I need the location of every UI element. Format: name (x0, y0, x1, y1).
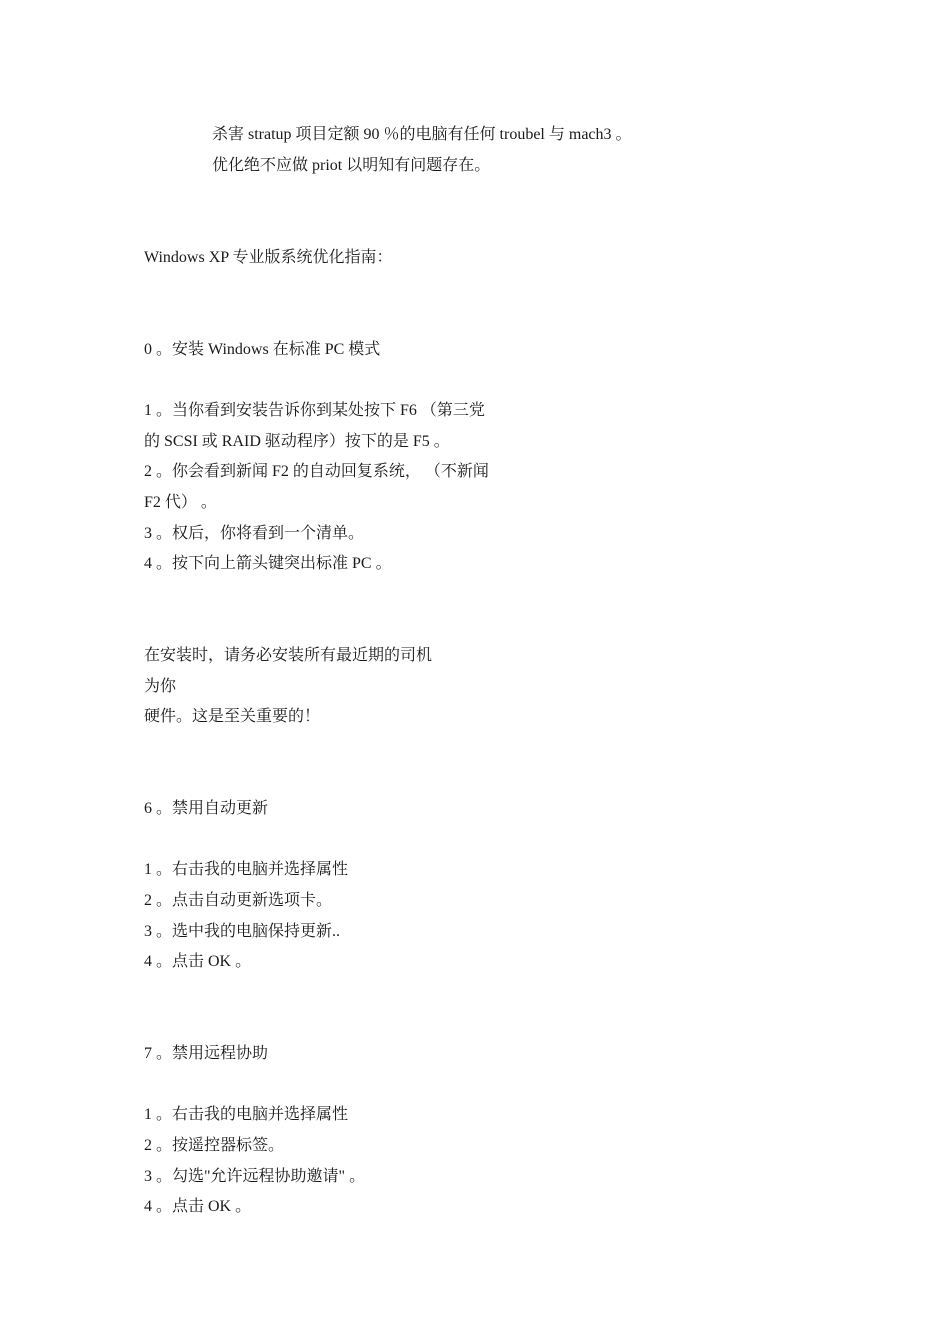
section-7-step: 1 。右击我的电脑并选择属性 (144, 1106, 349, 1123)
note-line-1: 在安装时，请务必安装所有最近期的司机 (144, 647, 433, 664)
section-6-step: 1 。右击我的电脑并选择属性 (144, 861, 349, 878)
section-6-heading: 6 。禁用自动更新 (144, 800, 269, 817)
section-0-heading: 0 。安装 Windows 在标准 PC 模式 (144, 341, 381, 358)
section-7-step: 3 。勾选"允许远程协助邀请" 。 (144, 1168, 366, 1185)
section-0-step: 2 。你会看到新闻 F2 的自动回复系统， （不新闻 (144, 463, 489, 480)
section-0-step: 的 SCSI 或 RAID 驱动程序）按下的是 F5 。 (144, 433, 450, 450)
intro-line-2: 优化绝不应做 priot 以明知有问题存在。 (212, 157, 491, 174)
note-line-2: 为你 (144, 678, 177, 695)
section-7-heading: 7 。禁用远程协助 (144, 1045, 269, 1062)
intro-line-1: 杀害 stratup 项目定额 90 ％的电脑有任何 troubel 与 mach3 。 (212, 126, 632, 143)
section-0-step: 1 。当你看到安装告诉你到某处按下 F6 （第三党 (144, 402, 485, 419)
section-7-step: 4 。点击 OK 。 (144, 1198, 252, 1215)
section-0-step: 3 。权后，你将看到一个清单。 (144, 525, 365, 542)
note-line-3: 硬件。这是至关重要的！ (144, 708, 321, 725)
section-0-step: F2 代） 。 (144, 494, 217, 511)
guide-title: Windows XP 专业版系统优化指南： (144, 249, 393, 266)
section-6-step: 3 。选中我的电脑保持更新.. (144, 923, 341, 940)
section-6-step: 4 。点击 OK 。 (144, 953, 252, 970)
section-7-step: 2 。按遥控器标签。 (144, 1137, 285, 1154)
section-6-step: 2 。点击自动更新选项卡。 (144, 892, 333, 909)
section-0-step: 4 。按下向上箭头键突出标准 PC 。 (144, 555, 392, 572)
